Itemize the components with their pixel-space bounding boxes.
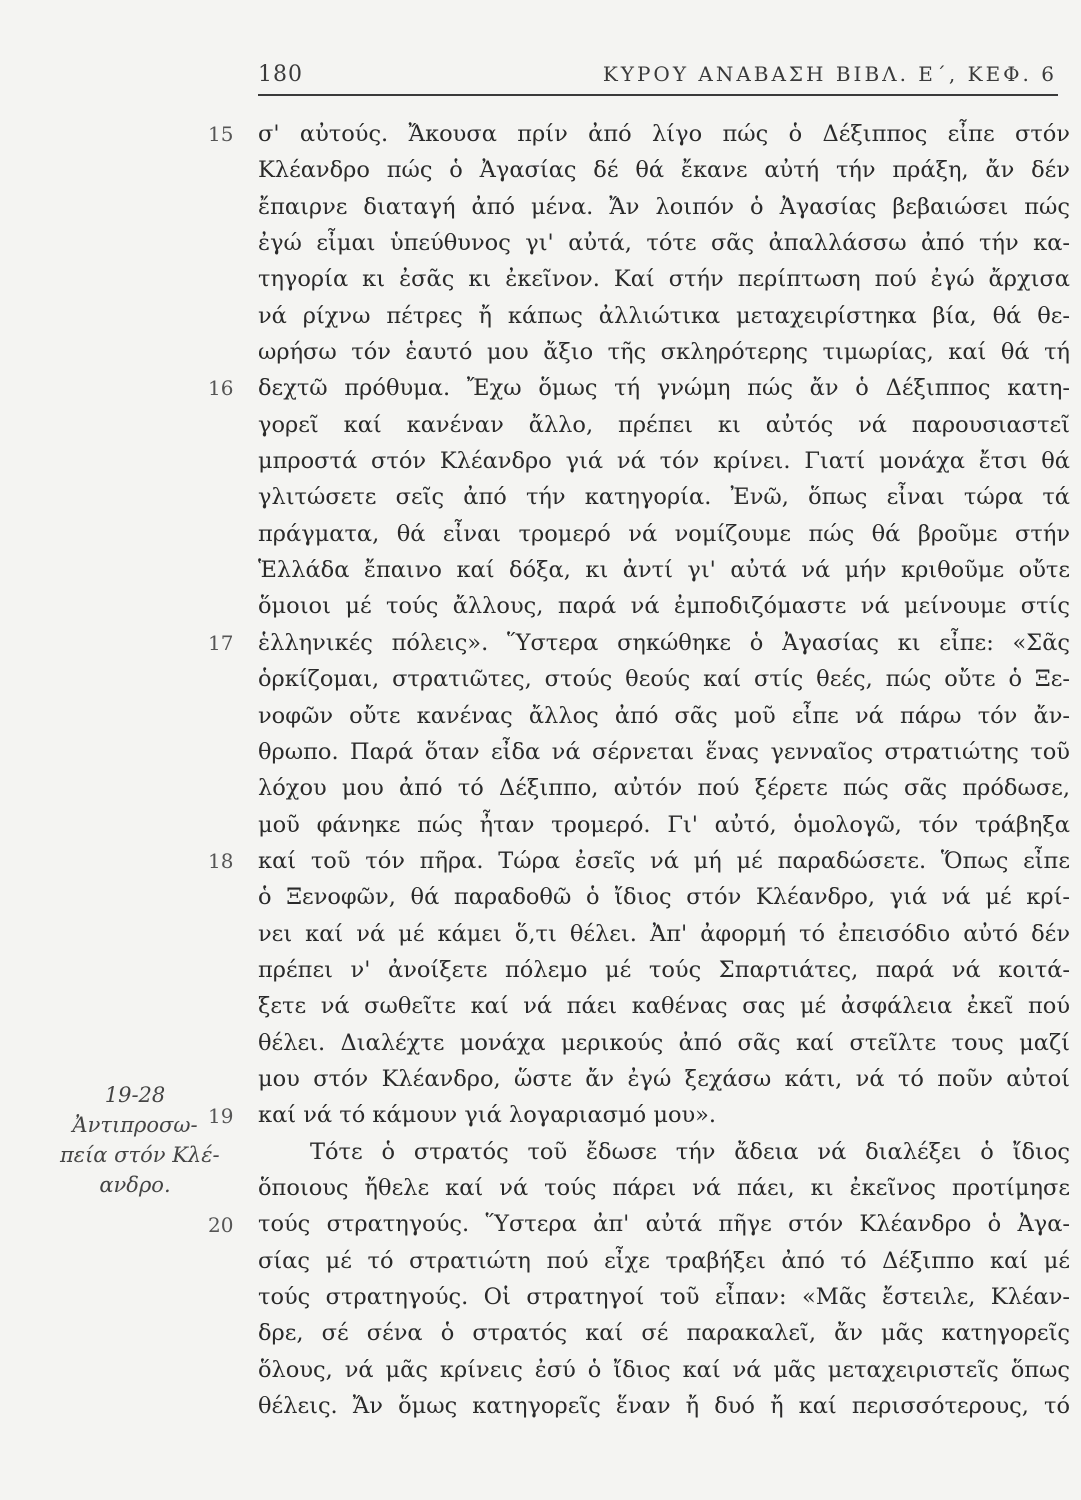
- margin-note-line: πεία στόν Κλέ-: [60, 1143, 220, 1167]
- text-line: δεχτῶ πρόθυμα. Ἔχω ὅμως τή γνώμη πώς ἄν ὁ Δέξιππος κατη-: [258, 375, 1070, 402]
- text-line: καί νά τό κάμουν γιά λογαριασμό μου».: [258, 1102, 717, 1129]
- text-line: ὁ Ξενοφῶν, θά παραδοθῶ ὁ ἴδιος στόν Κλέανδρο, γιά νά μέ κρί-: [258, 884, 1070, 911]
- text-line: ὅλους, νά μᾶς κρίνεις ἐσύ ὁ ἴδιος καί νά μᾶς μεταχειριστεῖς ὅπως: [258, 1356, 1070, 1383]
- text-line: δρε, σέ σένα ὁ στρατός καί σέ παρακαλεῖ, ἄν μᾶς κατηγορεῖς: [258, 1320, 1070, 1347]
- body-text: [258, 116, 1070, 1424]
- section-number-15: 15: [208, 122, 234, 146]
- text-line: νει καί νά μέ κάμει ὅ,τι θέλει. Ἀπ' ἀφορμή τό ἐπεισόδιο αὐτό δέν: [258, 920, 1070, 947]
- text-line: σ' αὐτούς. Ἄκουσα πρίν ἀπό λίγο πώς ὁ Δέξιππος εἶπε στόν: [258, 121, 1070, 147]
- text-line: τούς στρατηγούς. Ὕστερα ἀπ' αὐτά πῆγε στόν Κλέανδρο ὁ Ἀγα-: [258, 1211, 1070, 1238]
- section-number-18: 18: [208, 849, 234, 873]
- text-line: πρέπει ν' ἀνοίξετε πόλεμο μέ τούς Σπαρτιάτες, παρά νά κοιτά-: [258, 956, 1070, 983]
- text-line: ὁρκίζομαι, στρατιῶτες, στούς θεούς καί στίς θεές, πώς οὔτε ὁ Ξε-: [258, 666, 1070, 693]
- text-line: νοφῶν οὔτε κανένας ἄλλος ἀπό σᾶς μοῦ εἶπε νά πάρω τόν ἄν-: [258, 702, 1070, 729]
- text-line: Κλέανδρο πώς ὁ Ἀγασίας δέ θά ἔκανε αὐτή τήν πράξη, ἄν δέν: [258, 157, 1070, 184]
- margin-note-line: ανδρο.: [99, 1173, 171, 1197]
- text-line: Τότε ὁ στρατός τοῦ ἔδωσε τήν ἄδεια νά διαλέξει ὁ ἴδιος: [310, 1138, 1070, 1165]
- text-line: ὅποιους ἤθελε καί νά τούς πάρει νά πάει, κι ἐκεῖνος προτίμησε: [258, 1174, 1070, 1201]
- text-line: Ἑλλάδα ἔπαινο καί δόξα, κι ἀντί γι' αὐτά νά μήν κριθοῦμε οὔτε: [258, 557, 1070, 584]
- text-line: μου στόν Κλέανδρο, ὥστε ἄν ἐγώ ξεχάσω κάτι, νά τό ποῦν αὐτοί: [258, 1065, 1070, 1092]
- text-line: ἑλληνικές πόλεις». Ὕστερα σηκώθηκε ὁ Ἀγασίας κι εἶπε: «Σᾶς: [258, 629, 1070, 656]
- text-line: λόχου μου ἀπό τό Δέξιππο, αὐτόν πού ξέρετε πώς σᾶς πρόδωσε,: [258, 775, 1070, 802]
- header-rule: [258, 94, 1058, 96]
- text-line: καί τοῦ τόν πῆρα. Τώρα ἐσεῖς νά μή μέ παραδώσετε. Ὅπως εἶπε: [258, 847, 1070, 874]
- text-line: τούς στρατηγούς. Οἱ στρατηγοί τοῦ εἶπαν: «Μᾶς ἔστειλε, Κλέαν-: [258, 1284, 1070, 1310]
- page-number: 180: [258, 62, 303, 87]
- text-line: θέλεις. Ἄν ὅμως κατηγορεῖς ἕναν ἤ δυό ἤ καί περισσότερους, τό: [258, 1393, 1070, 1420]
- section-number-17: 17: [208, 631, 234, 655]
- text-line: ἔπαιρνε διαταγή ἀπό μένα. Ἄν λοιπόν ὁ Ἀγασίας βεβαιώσει πώς: [258, 193, 1070, 220]
- text-line: γλιτώσετε σεῖς ἀπό τήν κατηγορία. Ἐνῶ, ὅπως εἶναι τώρα τά: [258, 484, 1070, 511]
- text-line: μπροστά στόν Κλέανδρο γιά νά τόν κρίνει. Γιατί μονάχα ἔτσι θά: [258, 448, 1070, 475]
- text-line: νά ρίχνω πέτρες ἤ κάπως ἀλλιώτικα μεταχειρίστηκα βία, θά θε-: [258, 302, 1070, 329]
- margin-note-range: 19-28: [104, 1083, 166, 1107]
- text-line: ὅμοιοι μέ τούς ἄλλους, παρά νά ἐμποδιζόμαστε νά μείνουμε στίς: [258, 593, 1070, 620]
- text-line: θρωπο. Παρά ὅταν εἶδα νά σέρνεται ἕνας γενναῖος στρατιώτης τοῦ: [258, 738, 1070, 765]
- section-number-19: 19: [208, 1104, 234, 1128]
- text-line: πράγματα, θά εἶναι τρομερό νά νομίζουμε πώς θά βροῦμε στήν: [258, 520, 1070, 547]
- section-number-20: 20: [208, 1213, 234, 1237]
- text-line: ξετε νά σωθεῖτε καί νά πάει καθένας σας μέ ἀσφάλεια ἐκεῖ πού: [258, 993, 1070, 1020]
- text-line: μοῦ φάνηκε πώς ἦταν τρομερό. Γι' αὐτό, ὁμολογῶ, τόν τράβηξα: [258, 811, 1070, 838]
- text-line: θέλει. Διαλέχτε μονάχα μερικούς ἀπό σᾶς καί στεῖλτε τους μαζί: [258, 1029, 1070, 1056]
- text-line: σίας μέ τό στρατιώτη πού εἶχε τραβήξει ἀπό τό Δέξιππο καί μέ: [258, 1247, 1070, 1274]
- section-number-16: 16: [208, 376, 234, 400]
- text-line: ἐγώ εἶμαι ὑπεύθυνος γι' αὐτά, τότε σᾶς ἀπαλλάσσω ἀπό τήν κα-: [258, 230, 1070, 257]
- margin-note-line: Ἀντιπροσω-: [72, 1113, 198, 1137]
- text-line: τηγορία κι ἐσᾶς κι ἐκεῖνον. Καί στήν περίπτωση πού ἐγώ ἄρχισα: [258, 266, 1070, 293]
- margin-note: [60, 1080, 220, 1200]
- text-line: γορεῖ καί κανέναν ἄλλο, πρέπει κι αὐτός νά παρουσιαστεῖ: [258, 411, 1070, 438]
- text-line: ωρήσω τόν ἑαυτό μου ἄξιο τῆς σκληρότερης τιμωρίας, καί θά τή: [258, 339, 1070, 366]
- running-head: ΚΥΡΟΥ ΑΝΑΒΑΣΗ ΒΙΒΛ. Ε΄, ΚΕΦ. 6: [602, 62, 1057, 86]
